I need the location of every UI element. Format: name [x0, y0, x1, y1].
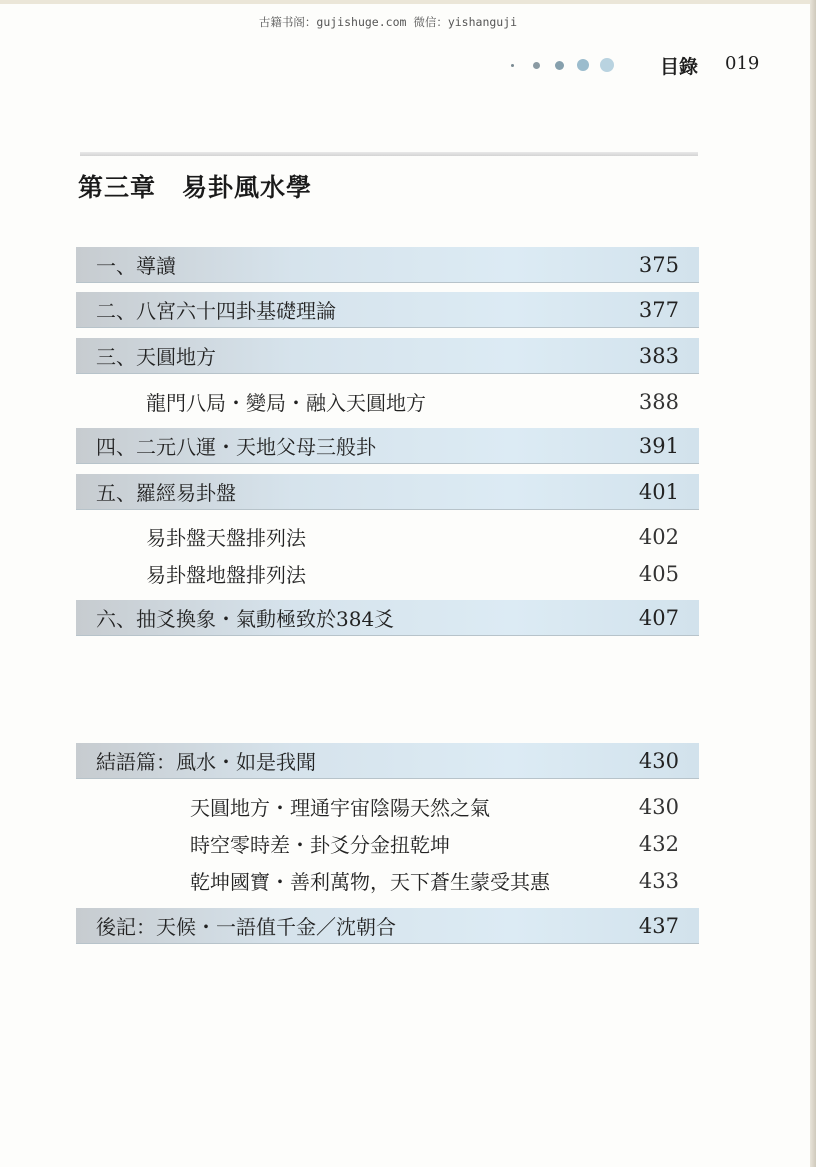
toc-entry-label: 四、二元八運・天地父母三般卦	[96, 435, 376, 459]
toc-subentry[interactable]	[76, 519, 699, 554]
toc-entry-label: 易卦盤地盤排列法	[146, 563, 306, 587]
header-page-number: 019	[725, 53, 760, 74]
toc-entry-label: 六、抽爻換象・氣動極致於384爻	[96, 607, 395, 631]
toc-subentry[interactable]	[76, 789, 699, 824]
watermark: 古籍书阁：gujishuge.com 微信：yishanguji	[258, 15, 518, 29]
toc-entry-label: 時空零時差・卦爻分金扭乾坤	[190, 833, 450, 857]
toc-entry[interactable]	[76, 600, 699, 635]
toc-entry-label: 易卦盤天盤排列法	[146, 526, 306, 550]
toc-entry-page: 407	[638, 605, 679, 630]
toc-entry-page: 391	[638, 433, 679, 458]
decorative-dot-icon	[533, 62, 540, 69]
chapter-title: 第三章 易卦風水學	[78, 173, 313, 202]
page-right-edge	[810, 0, 816, 1167]
toc-entry-page: 401	[638, 479, 679, 504]
toc-entry-page: 430	[638, 794, 679, 819]
toc-subentry[interactable]	[76, 826, 699, 861]
toc-entry-label: 龍門八局・變局・融入天圓地方	[146, 391, 426, 415]
toc-subentry[interactable]	[76, 384, 699, 419]
chapter-divider	[80, 152, 698, 156]
toc-entry-label: 結語篇：風水・如是我聞	[96, 750, 316, 774]
toc-entry[interactable]	[76, 428, 699, 463]
toc-entry-label: 五、羅經易卦盤	[96, 481, 236, 505]
toc-entry-label: 天圓地方・理通宇宙陰陽天然之氣	[190, 796, 490, 820]
toc-entry-label: 後記：天候・一語值千金／沈朝合	[96, 915, 396, 939]
toc-entry-page: 437	[638, 913, 679, 938]
toc-entry-label: 三、天圓地方	[96, 345, 216, 369]
toc-entry-page: 433	[638, 868, 679, 893]
toc-entry[interactable]	[76, 908, 699, 943]
toc-entry-page: 375	[638, 252, 679, 277]
page-top-edge	[0, 0, 816, 4]
decorative-dot-icon	[600, 58, 614, 72]
header-title: 目錄	[660, 56, 699, 78]
toc-entry-label: 乾坤國寶・善利萬物，天下蒼生蒙受其惠	[190, 870, 550, 894]
toc-entry-page: 388	[638, 389, 679, 414]
toc-subentry[interactable]	[76, 556, 699, 591]
page-header	[500, 52, 760, 78]
toc-entry[interactable]	[76, 247, 699, 282]
toc-entry-page: 383	[638, 343, 679, 368]
decorative-dot-icon	[577, 59, 589, 71]
toc-entry-page: 405	[638, 561, 679, 586]
toc-entry-label: 一、導讀	[96, 254, 176, 278]
toc-entry[interactable]	[76, 292, 699, 327]
toc-subentry[interactable]	[76, 863, 699, 898]
decorative-dot-icon	[555, 61, 564, 70]
toc-entry-page: 430	[638, 748, 679, 773]
toc-entry[interactable]	[76, 474, 699, 509]
toc-entry-page: 432	[638, 831, 679, 856]
toc-entry-page: 377	[638, 297, 679, 322]
toc-entry-label: 二、八宮六十四卦基礎理論	[96, 299, 336, 323]
toc-entry[interactable]	[76, 338, 699, 373]
toc-entry[interactable]	[76, 743, 699, 778]
decorative-dot-icon	[511, 64, 514, 67]
toc-entry-page: 402	[638, 524, 679, 549]
